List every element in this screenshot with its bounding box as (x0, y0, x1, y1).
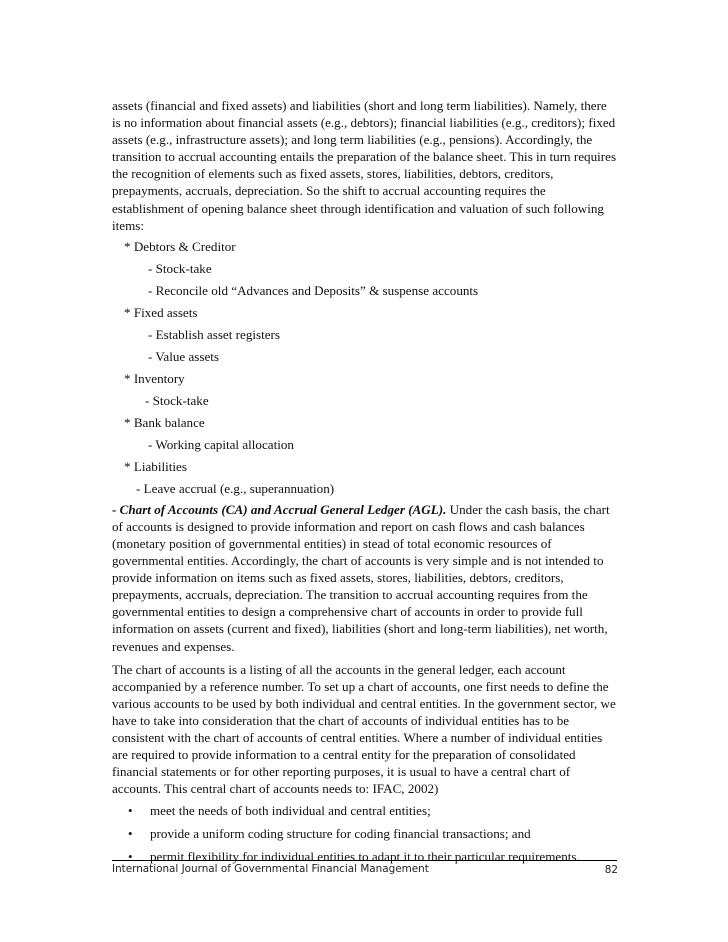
item-bank-balance: * Bank balance (124, 414, 205, 430)
subitem-asset-registers: - Establish asset registers (148, 326, 280, 342)
footer-divider (112, 860, 617, 861)
item-fixed-assets: * Fixed assets (124, 304, 198, 320)
subitem-leave-accrual: - Leave accrual (e.g., superannuation) (136, 480, 335, 496)
section-lead-heading: - Chart of Accounts (CA) and Accrual General Ledger (AGL). (112, 501, 447, 517)
bullet-item (112, 822, 617, 845)
items-list (112, 236, 617, 500)
section-body-text: Under the cash basis, the chart of accounts is designed to provide information and report on cash flows and cash balances (monetary position of governmental entities) in stead of total economic resources of governmental entities. Accordingly, the chart of accounts is very simple and is not intended to provide information on items such as fixed assets, stores, liabilities, debtors, creditors, prepayments, accruals, depreciation. The transition to accrual accounting requires from the governmental entities to design a comprehensive chart of accounts in order to provide full information on assets (current and fixed), liabilities (short and long-term liabilities), net worth, revenues and expenses. (112, 501, 610, 654)
intro-paragraph: assets (financial and fixed assets) and liabilities (short and long term liabilities). Namely, there is no information about financial assets (e.g., debtors); financial liabilities (e.g., creditors); fixed assets (e.g., infrastructure assets); and long term liabilities (e.g., pensions). Accordingly, the transition to accrual accounting entails the preparation of the balance sheet. This in turn requires the recognition of elements such as fixed assets, stores, liabilities, debtors, creditors, prepayments, accruals, depreciation. So the shift to accrual accounting requires the establishment of opening balance sheet through identification and valuation of such following items: (112, 98, 617, 233)
chart-listing-paragraph: The chart of accounts is a listing of all the accounts in the general ledger, each account accompanied by a reference number. To set up a chart of accounts, one first needs to define the various accounts to be used by both individual and central entities. In the government sector, we have to take into consideration that the chart of accounts of individual entities has to be consistent with the chart of accounts of central entities. Where a number of individual entities are required to provide information to a central entity for the preparation of consolidated financial statements or for other reporting purposes, it is usual to have a central chart of accounts. This central chart of accounts needs to: IFAC, 2002) (112, 661, 616, 797)
bullet-text: meet the needs of both individual and central entities; (150, 803, 431, 819)
bullet-icon: • (128, 849, 133, 865)
item-debtors-creditor: * Debtors & Creditor (124, 238, 236, 254)
bullet-text: permit flexibility for individual entities to adapt it to their particular requirements. (150, 849, 580, 865)
subitem-stock-take: - Stock-take (148, 260, 212, 276)
item-inventory: * Inventory (124, 370, 185, 386)
page-content (112, 97, 617, 868)
chart-of-accounts-paragraph (112, 501, 617, 655)
footer-journal-title: International Journal of Governmental Financial Management (112, 863, 429, 875)
page-number: 82 (604, 864, 618, 876)
bullet-icon: • (128, 826, 133, 842)
item-liabilities: * Liabilities (124, 458, 187, 474)
subitem-working-capital: - Working capital allocation (148, 436, 294, 452)
bullet-item (112, 799, 617, 822)
subitem-inventory-stock-take: - Stock-take (145, 392, 209, 408)
bullet-text: provide a uniform coding structure for coding financial transactions; and (150, 826, 531, 842)
requirements-bullet-list (112, 799, 617, 868)
subitem-value-assets: - Value assets (148, 348, 220, 364)
subitem-reconcile-advances: - Reconcile old “Advances and Deposits” & suspense accounts (148, 282, 479, 298)
bullet-icon: • (128, 803, 133, 819)
